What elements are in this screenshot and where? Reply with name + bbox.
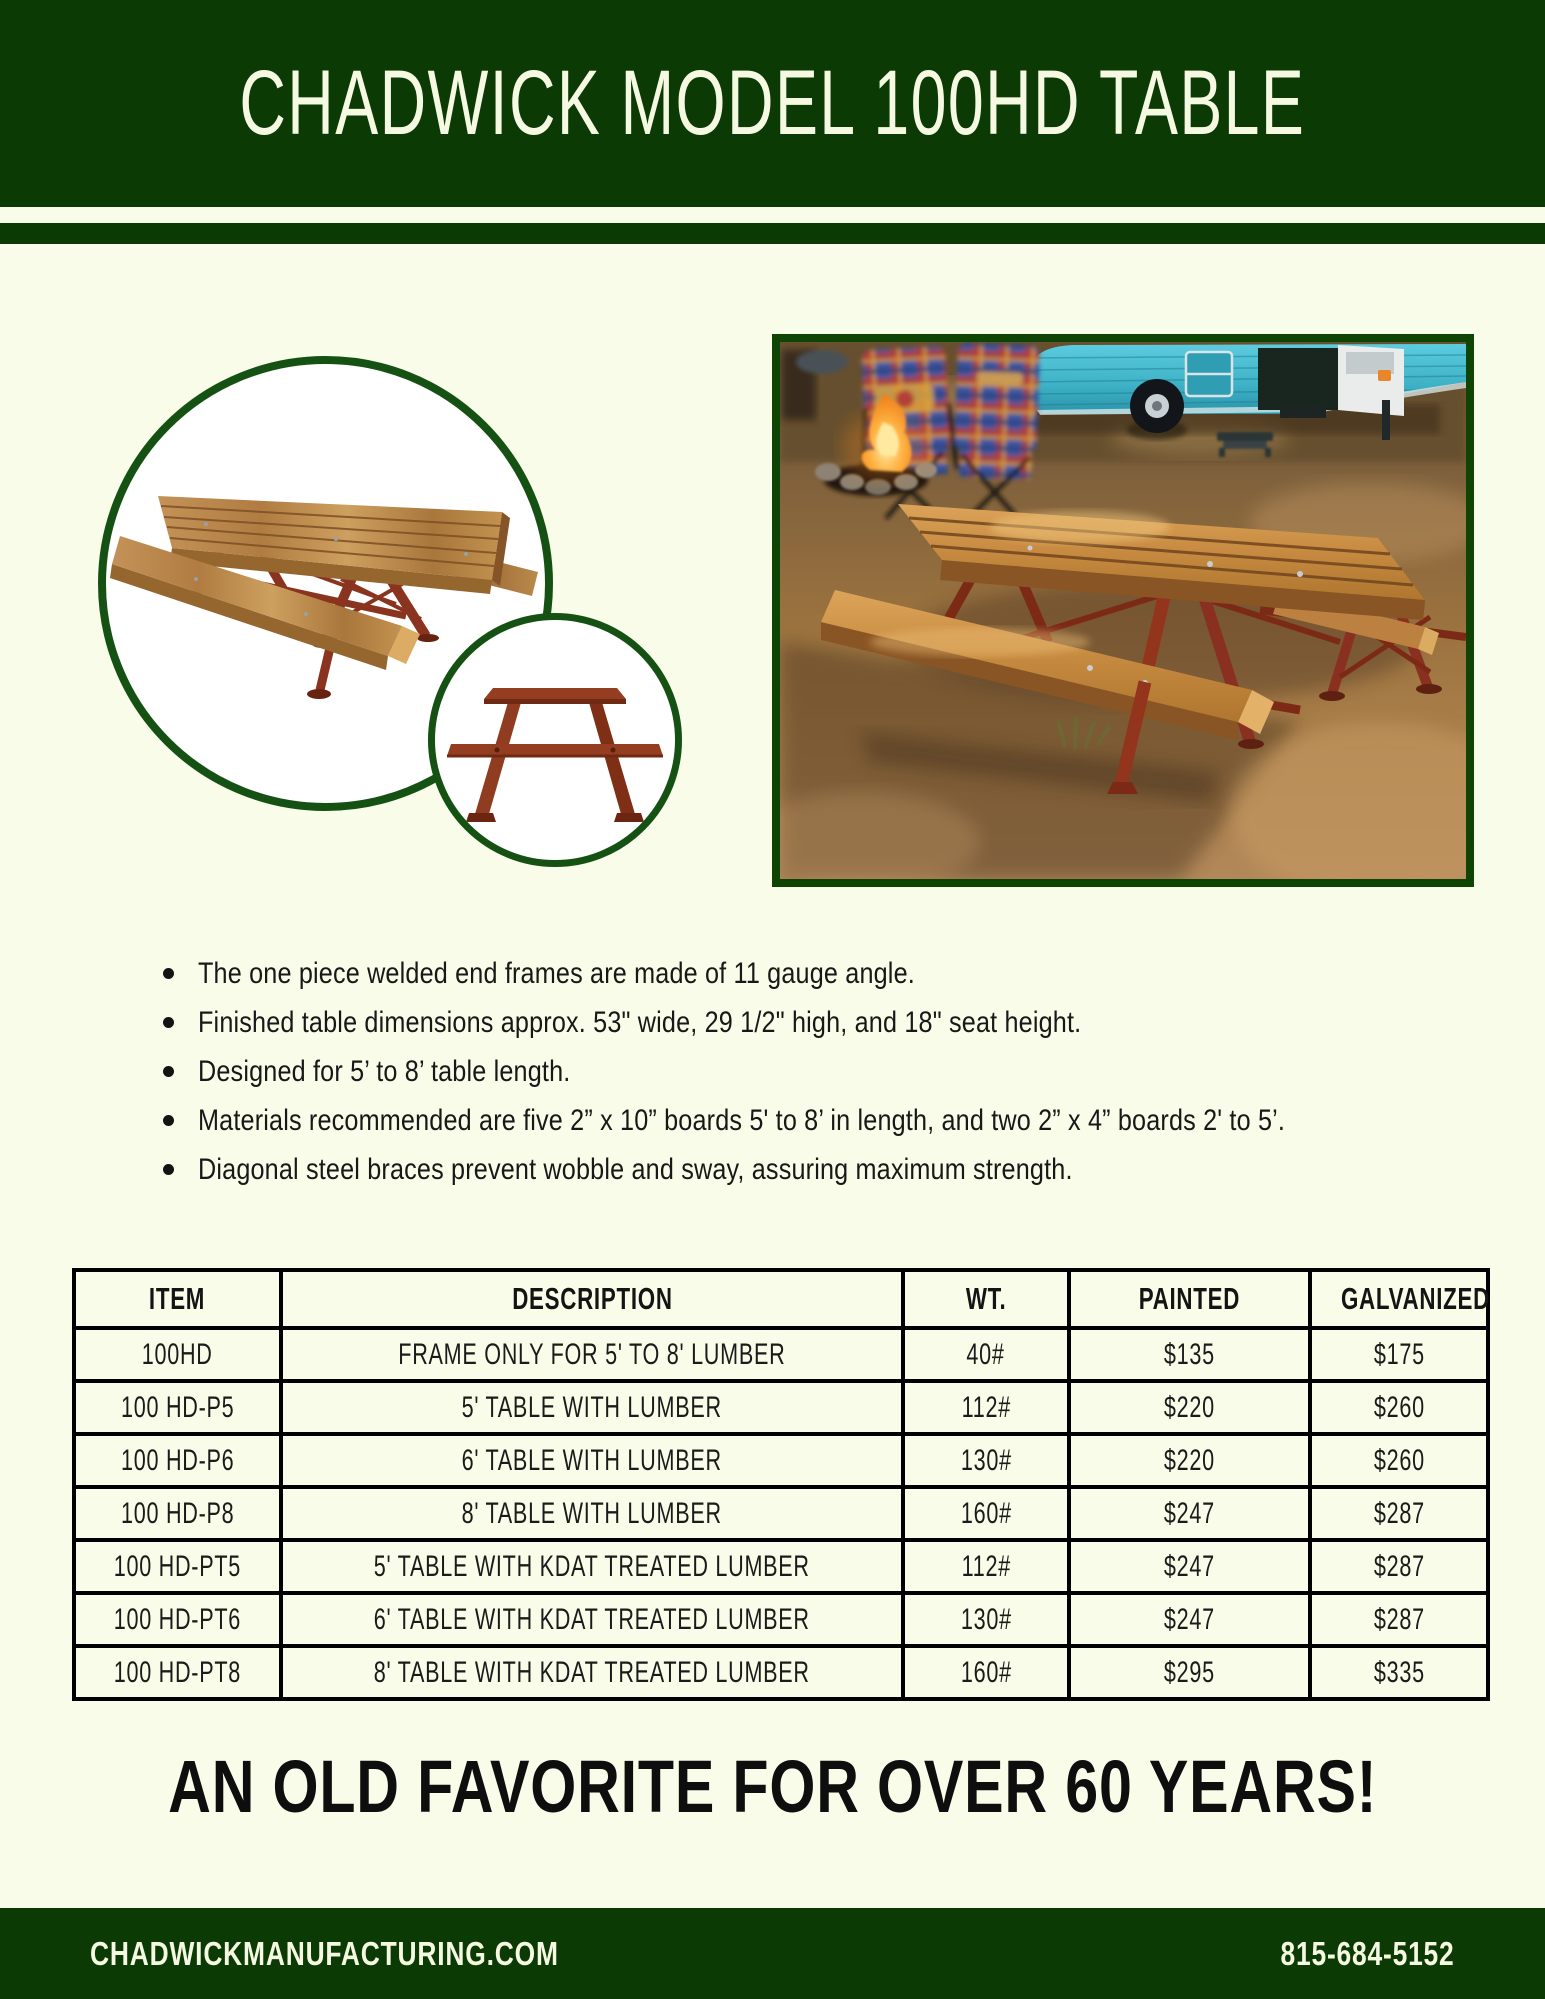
accent-stripe bbox=[0, 223, 1545, 244]
cell-wt: 160# bbox=[903, 1487, 1069, 1540]
table-row bbox=[74, 1593, 1488, 1646]
bullet-dot bbox=[163, 1066, 174, 1077]
cell-description: 8' TABLE WITH KDAT TREATED LUMBER bbox=[281, 1646, 903, 1699]
cell-galvanized: $287 bbox=[1310, 1487, 1488, 1540]
cell-description: 5' TABLE WITH KDAT TREATED LUMBER bbox=[281, 1540, 903, 1593]
feature-text: Designed for 5’ to 8’ table length. bbox=[198, 1054, 571, 1088]
frame-circle-small bbox=[428, 613, 682, 867]
cell-item: 100 HD-PT5 bbox=[74, 1540, 281, 1593]
cell-painted: $247 bbox=[1069, 1487, 1310, 1540]
cell-painted: $247 bbox=[1069, 1540, 1310, 1593]
cell-description: FRAME ONLY FOR 5' TO 8' LUMBER bbox=[281, 1328, 903, 1381]
cell-galvanized: $260 bbox=[1310, 1381, 1488, 1434]
column-header-galvanized: GALVANIZED bbox=[1310, 1270, 1488, 1328]
marker-light bbox=[1378, 370, 1391, 381]
cell-painted: $220 bbox=[1069, 1434, 1310, 1487]
table-row bbox=[74, 1328, 1488, 1381]
cell-painted: $220 bbox=[1069, 1381, 1310, 1434]
cell-galvanized: $287 bbox=[1310, 1593, 1488, 1646]
steel-end-frame bbox=[447, 688, 663, 822]
cell-description: 6' TABLE WITH LUMBER bbox=[281, 1434, 903, 1487]
cell-wt: 112# bbox=[903, 1540, 1069, 1593]
cell-galvanized: $287 bbox=[1310, 1540, 1488, 1593]
footer-bar bbox=[0, 1908, 1545, 1999]
column-header-painted: PAINTED bbox=[1069, 1270, 1310, 1328]
cell-galvanized: $260 bbox=[1310, 1434, 1488, 1487]
bullet-dot bbox=[163, 1115, 174, 1126]
feature-item bbox=[163, 1047, 1492, 1096]
feature-item bbox=[163, 1145, 1492, 1194]
cell-wt: 112# bbox=[903, 1381, 1069, 1434]
feature-item bbox=[163, 949, 1492, 998]
slogan bbox=[0, 1744, 1545, 1829]
column-header-wt: WT. bbox=[903, 1270, 1069, 1328]
feature-text: Finished table dimensions approx. 53" wide, 29 1/2" high, and 18" seat height. bbox=[198, 1005, 1082, 1039]
grill-blob bbox=[796, 350, 848, 374]
door-opening bbox=[1258, 348, 1340, 410]
phone-text: 815-684-5152 bbox=[1280, 1934, 1455, 1972]
frame-illustration bbox=[435, 620, 675, 860]
column-header-description: DESCRIPTION bbox=[281, 1270, 903, 1328]
bullet-dot bbox=[163, 968, 174, 979]
entry-step bbox=[1280, 406, 1326, 418]
bullet-dot bbox=[163, 1164, 174, 1175]
header-bar bbox=[0, 0, 1545, 207]
cell-item: 100 HD-PT8 bbox=[74, 1646, 281, 1699]
cell-description: 8' TABLE WITH LUMBER bbox=[281, 1487, 903, 1540]
page-title-text: CHADWICK MODEL 100HD TABLE bbox=[239, 52, 1306, 154]
cell-item: 100 HD-P5 bbox=[74, 1381, 281, 1434]
cell-painted: $295 bbox=[1069, 1646, 1310, 1699]
feature-item bbox=[163, 1096, 1492, 1145]
website-text: CHADWICKMANUFACTURING.COM bbox=[90, 1934, 559, 1972]
feature-text: The one piece welded end frames are made of 11 gauge angle. bbox=[198, 956, 915, 990]
table-row bbox=[74, 1487, 1488, 1540]
slogan-text: AN OLD FAVORITE FOR OVER 60 YEARS! bbox=[167, 1745, 1378, 1828]
price-table bbox=[72, 1268, 1490, 1701]
table-row bbox=[74, 1381, 1488, 1434]
feature-item bbox=[163, 998, 1492, 1047]
cell-description: 5' TABLE WITH LUMBER bbox=[281, 1381, 903, 1434]
cell-wt: 160# bbox=[903, 1646, 1069, 1699]
table-header-row bbox=[74, 1270, 1488, 1328]
product-photo bbox=[772, 334, 1474, 887]
cell-wt: 130# bbox=[903, 1434, 1069, 1487]
page-title bbox=[11, 51, 1534, 156]
cell-galvanized: $175 bbox=[1310, 1328, 1488, 1381]
column-header-item: ITEM bbox=[74, 1270, 281, 1328]
cell-item: 100 HD-P8 bbox=[74, 1487, 281, 1540]
table-row bbox=[74, 1434, 1488, 1487]
campsite-photo-illustration bbox=[780, 342, 1466, 879]
cell-wt: 40# bbox=[903, 1328, 1069, 1381]
table-row bbox=[74, 1646, 1488, 1699]
table-row bbox=[74, 1540, 1488, 1593]
cell-galvanized: $335 bbox=[1310, 1646, 1488, 1699]
cell-item: 100HD bbox=[74, 1328, 281, 1381]
feature-text: Diagonal steel braces prevent wobble and sway, assuring maximum strength. bbox=[198, 1152, 1073, 1186]
cell-item: 100 HD-P6 bbox=[74, 1434, 281, 1487]
cell-painted: $247 bbox=[1069, 1593, 1310, 1646]
bullet-dot bbox=[163, 1017, 174, 1028]
cell-description: 6' TABLE WITH KDAT TREATED LUMBER bbox=[281, 1593, 903, 1646]
cell-painted: $135 bbox=[1069, 1328, 1310, 1381]
cell-wt: 130# bbox=[903, 1593, 1069, 1646]
cell-item: 100 HD-PT6 bbox=[74, 1593, 281, 1646]
feature-text: Materials recommended are five 2” x 10” boards 5' to 8’ in length, and two 2” x 4” boards 2' to 5’. bbox=[198, 1103, 1286, 1137]
features-list bbox=[163, 949, 1492, 1194]
stabilizer-jack bbox=[1382, 400, 1390, 440]
